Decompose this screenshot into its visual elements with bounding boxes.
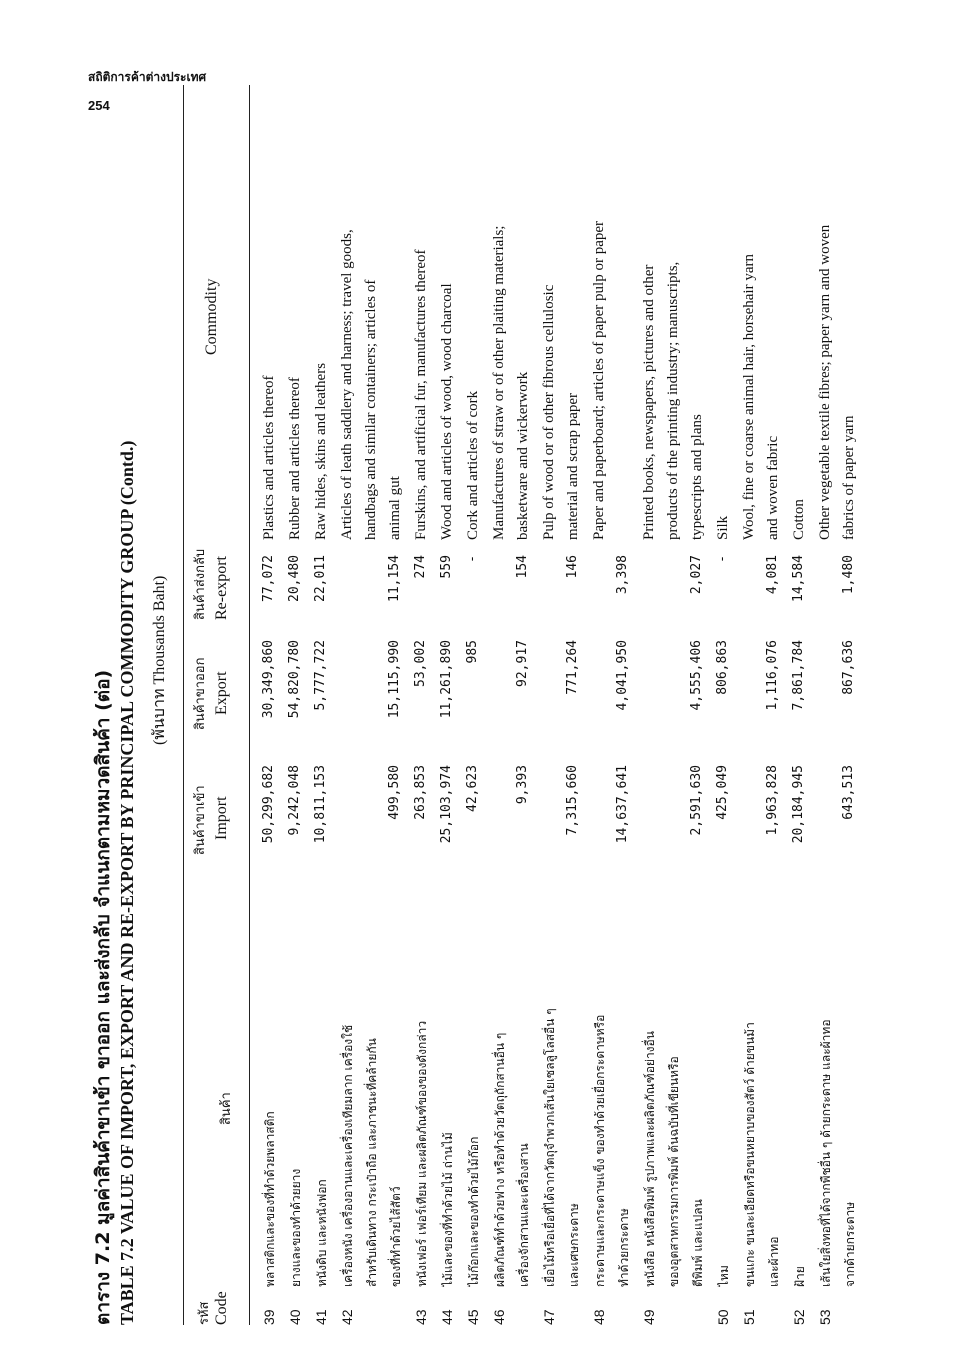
header-code-thai: รหัส [197,1301,212,1325]
row-reexport-value: 22,011 [313,555,328,602]
row-commodity-english: handbags and similar containers; articles of [363,279,379,540]
header-export-english: Export [213,671,230,715]
row-export-value: 30,349,860 [261,640,276,719]
row-reexport-value: 77,072 [261,555,276,602]
row-code: 41 [313,1309,329,1325]
row-commodity-english: fabrics of paper yarn [841,415,857,540]
row-export-value: 92,917 [515,640,530,687]
header-commodity-english: Commodity [203,278,220,355]
row-import-value: 9,242,048 [287,765,302,836]
row-name-thai: จากด้ายกระดาษ [843,1201,857,1287]
table-row [287,85,311,1325]
row-commodity-english: Paper and paperboard; articles of paper pulp or paper [591,220,607,540]
row-name-thai: ยางและของทำด้วยยาง [289,1168,303,1287]
row-name-thai: ขนแกะ ขนละเอียดหรือขนหยาบของสัตว์ ด้ายขนม้า [743,1022,757,1287]
row-export-value: 4,555,406 [689,640,704,711]
row-reexport-value: - [465,555,480,563]
row-export-value: 7,861,784 [791,640,806,711]
rotated-table [85,85,885,1325]
row-code: 51 [741,1309,757,1325]
row-code: 45 [465,1309,481,1325]
row-commodity-english: animal gut [387,476,403,540]
row-reexport-value: 154 [515,555,530,579]
header-import-english: Import [213,796,230,840]
row-reexport-value: 14,584 [791,555,806,602]
header-reexport-english: Re-export [213,556,230,620]
row-name-thai: หนังดิบ และหนังฟอก [315,1179,329,1287]
row-name-thai: และผ้าทอ [767,1236,781,1287]
table-unit: (พันบาท Thousands Baht) [151,575,168,745]
table-row [791,85,815,1325]
row-name-thai: พลาสติกและของที่ทำด้วยพลาสติก [263,1111,277,1287]
row-import-value: 425,049 [715,765,730,820]
row-export-value: 5,777,722 [313,640,328,711]
row-name-thai: ไม้และของที่ทำด้วยไม้ ถ่านไม้ [441,1132,455,1287]
row-name-thai: เยื่อไม้หรือเยื่อที่ได้จากวัตถุจำพวกเส้นใยเซลลูโลสอื่น ๆ [543,1008,557,1287]
table-row [465,85,489,1325]
row-commodity-english: Plastics and articles thereof [261,375,277,540]
row-commodity-english: Silk [715,515,731,540]
table-row [715,85,739,1325]
row-commodity-english: Furskins, and artificial fur, manufactures thereof [413,249,429,540]
row-export-value: 11,261,890 [439,640,454,719]
row-commodity-english: Other vegetable textile fibres; paper yarn and woven [817,224,833,540]
row-code: 48 [591,1309,607,1325]
row-reexport-value: 1,480 [841,555,856,595]
row-reexport-value: 11,154 [387,555,402,602]
row-import-value: 20,184,945 [791,765,806,844]
row-name-thai: ของอุตสาหกรรมการพิมพ์ ต้นฉบับที่เขียนหรือ [667,1056,681,1287]
row-reexport-value: 2,027 [689,555,704,595]
page-number: 254 [88,98,110,113]
row-export-value: 4,041,950 [615,640,630,711]
row-export-value: 806,863 [715,640,730,695]
header-export-thai: สินค้าขาออก [193,657,208,730]
row-name-thai: หนังเฟอร์ เฟอร์เทียม และผลิตภัณฑ์ของของดังกล่าว [415,1020,429,1287]
row-export-value: 15,115,990 [387,640,402,719]
table-row [313,85,337,1325]
row-commodity-english: basketware and wickerwork [515,371,531,540]
row-reexport-value: - [715,555,730,563]
row-name-thai: ไม้ก๊อกและของทำด้วยไม้ก๊อก [467,1136,481,1287]
row-name-thai: ของที่ทำด้วยไส้สัตว์ [389,1186,403,1287]
row-commodity-english: Wool, fine or coarse animal hair, horsehair yarn [741,254,757,540]
row-export-value: 1,116,076 [765,640,780,711]
row-export-value: 771,264 [565,640,580,695]
row-reexport-value: 20,480 [287,555,302,602]
table-title-english: TABLE 7.2 VALUE OF IMPORT, EXPORT AND RE-EXPORT BY PRINCIPAL COMMODITY GROUP (Contd.) [117,440,137,1325]
row-code: 42 [339,1309,355,1325]
row-import-value: 50,299,682 [261,765,276,844]
row-name-thai: หนังสือ หนังสือพิมพ์ รูปภาพและผลิตภัณฑ์อย่างอื่น [643,1031,657,1287]
row-import-value: 1,963,828 [765,765,780,836]
row-commodity-english: Raw hides, skins and leathers [313,362,329,540]
top-rule [183,85,184,1325]
header-rule [249,85,250,1325]
row-reexport-value: 559 [439,555,454,579]
row-name-thai: ทำด้วยกระดาษ [617,1208,631,1287]
row-code: 43 [413,1309,429,1325]
row-reexport-value: 146 [565,555,580,579]
table-row [413,85,437,1325]
row-code: 49 [641,1309,657,1325]
table-row [641,85,713,1325]
row-name-thai: ตีพิมพ์ และแปลน [691,1199,705,1287]
row-code: 46 [491,1309,507,1325]
row-reexport-value: 274 [413,555,428,579]
row-import-value: 25,103,974 [439,765,454,844]
row-name-thai: สำหรับเดินทาง กระเป๋าถือ และภาชนะที่คล้ายกัน [365,1038,379,1287]
table-row [339,85,411,1325]
row-name-thai: กระดาษและกระดาษแข็ง ของทำด้วยเยื่อกระดาษหรือ [593,1014,607,1287]
row-name-thai: และเศษกระดาษ [567,1203,581,1287]
row-name-thai: เครื่องหนัง เครื่องอานและเครื่องเทียมลาก เครื่องใช้ [341,1024,355,1287]
header-name-thai: สินค้า [219,1092,234,1125]
row-commodity-english: material and scrap paper [565,392,581,540]
row-import-value: 2,591,630 [689,765,704,836]
row-export-value: 53,002 [413,640,428,687]
row-commodity-english: Rubber and articles thereof [287,377,303,540]
table-row [491,85,539,1325]
row-commodity-english: Printed books, newspapers, pictures and other [641,264,657,540]
header-reexport-thai: สินค้าส่งกลับ [193,548,208,620]
row-code: 52 [791,1309,807,1325]
row-import-value: 42,623 [465,765,480,812]
row-commodity-english: Cork and articles of cork [465,390,481,540]
row-reexport-value: 3,398 [615,555,630,595]
table-row [439,85,463,1325]
row-code: 40 [287,1309,303,1325]
row-name-thai: ฝ้าย [793,1266,807,1287]
table-row [591,85,639,1325]
row-import-value: 499,580 [387,765,402,820]
row-commodity-english: Pulp of wood or of other fibrous cellulosic [541,284,557,540]
running-header-title: สถิติการค้าต่างประเทศ [88,70,207,84]
row-commodity-english: typescripts and plans [689,414,705,540]
row-reexport-value: 4,081 [765,555,780,595]
row-export-value: 985 [465,640,480,664]
table-title-thai: ตาราง 7.2 มูลค่าสินค้าขาเข้า ขาออก และส่งกลับ จำแนกตามหมวดสินค้า (ต่อ) [92,669,114,1325]
row-commodity-english: Articles of leath saddlery and harness; travel goods, [339,229,355,540]
row-name-thai: เส้นใยสิ่งทอที่ได้จากพืชอื่น ๆ ด้ายกระดาษ และผ้าทอ [819,1019,833,1287]
row-commodity-english: Wood and articles of wood, wood charcoal [439,283,455,540]
row-import-value: 14,637,641 [615,765,630,844]
row-commodity-english: Manufactures of straw or of other plaiting materials; [491,225,507,540]
header-code-english: Code [213,1291,230,1325]
row-commodity-english: and woven fabric [765,435,781,540]
row-import-value: 263,853 [413,765,428,820]
row-import-value: 10,811,153 [313,765,328,844]
row-commodity-english: Cotton [791,499,807,540]
row-export-value: 867,636 [841,640,856,695]
row-import-value: 643,513 [841,765,856,820]
table-row [541,85,589,1325]
row-commodity-english: products of the printing industry; manuscripts, [665,261,681,540]
table-row [261,85,285,1325]
row-export-value: 54,820,780 [287,640,302,719]
row-code: 50 [715,1309,731,1325]
row-name-thai: เครื่องจักสานและเครื่องสาน [517,1143,531,1287]
row-name-thai: ผลิตภัณฑ์ทำด้วยฟาง หรือทำด้วยวัตถุถักสานอื่น ๆ [493,1032,507,1287]
table-row [741,85,789,1325]
table-row [817,85,865,1325]
row-code: 44 [439,1309,455,1325]
header-import-thai: สินค้าขาเข้า [193,785,208,855]
row-code: 39 [261,1309,277,1325]
row-import-value: 7,315,660 [565,765,580,836]
row-name-thai: ไหม [717,1265,731,1287]
row-code: 47 [541,1309,557,1325]
row-code: 53 [817,1309,833,1325]
row-import-value: 9,393 [515,765,530,805]
